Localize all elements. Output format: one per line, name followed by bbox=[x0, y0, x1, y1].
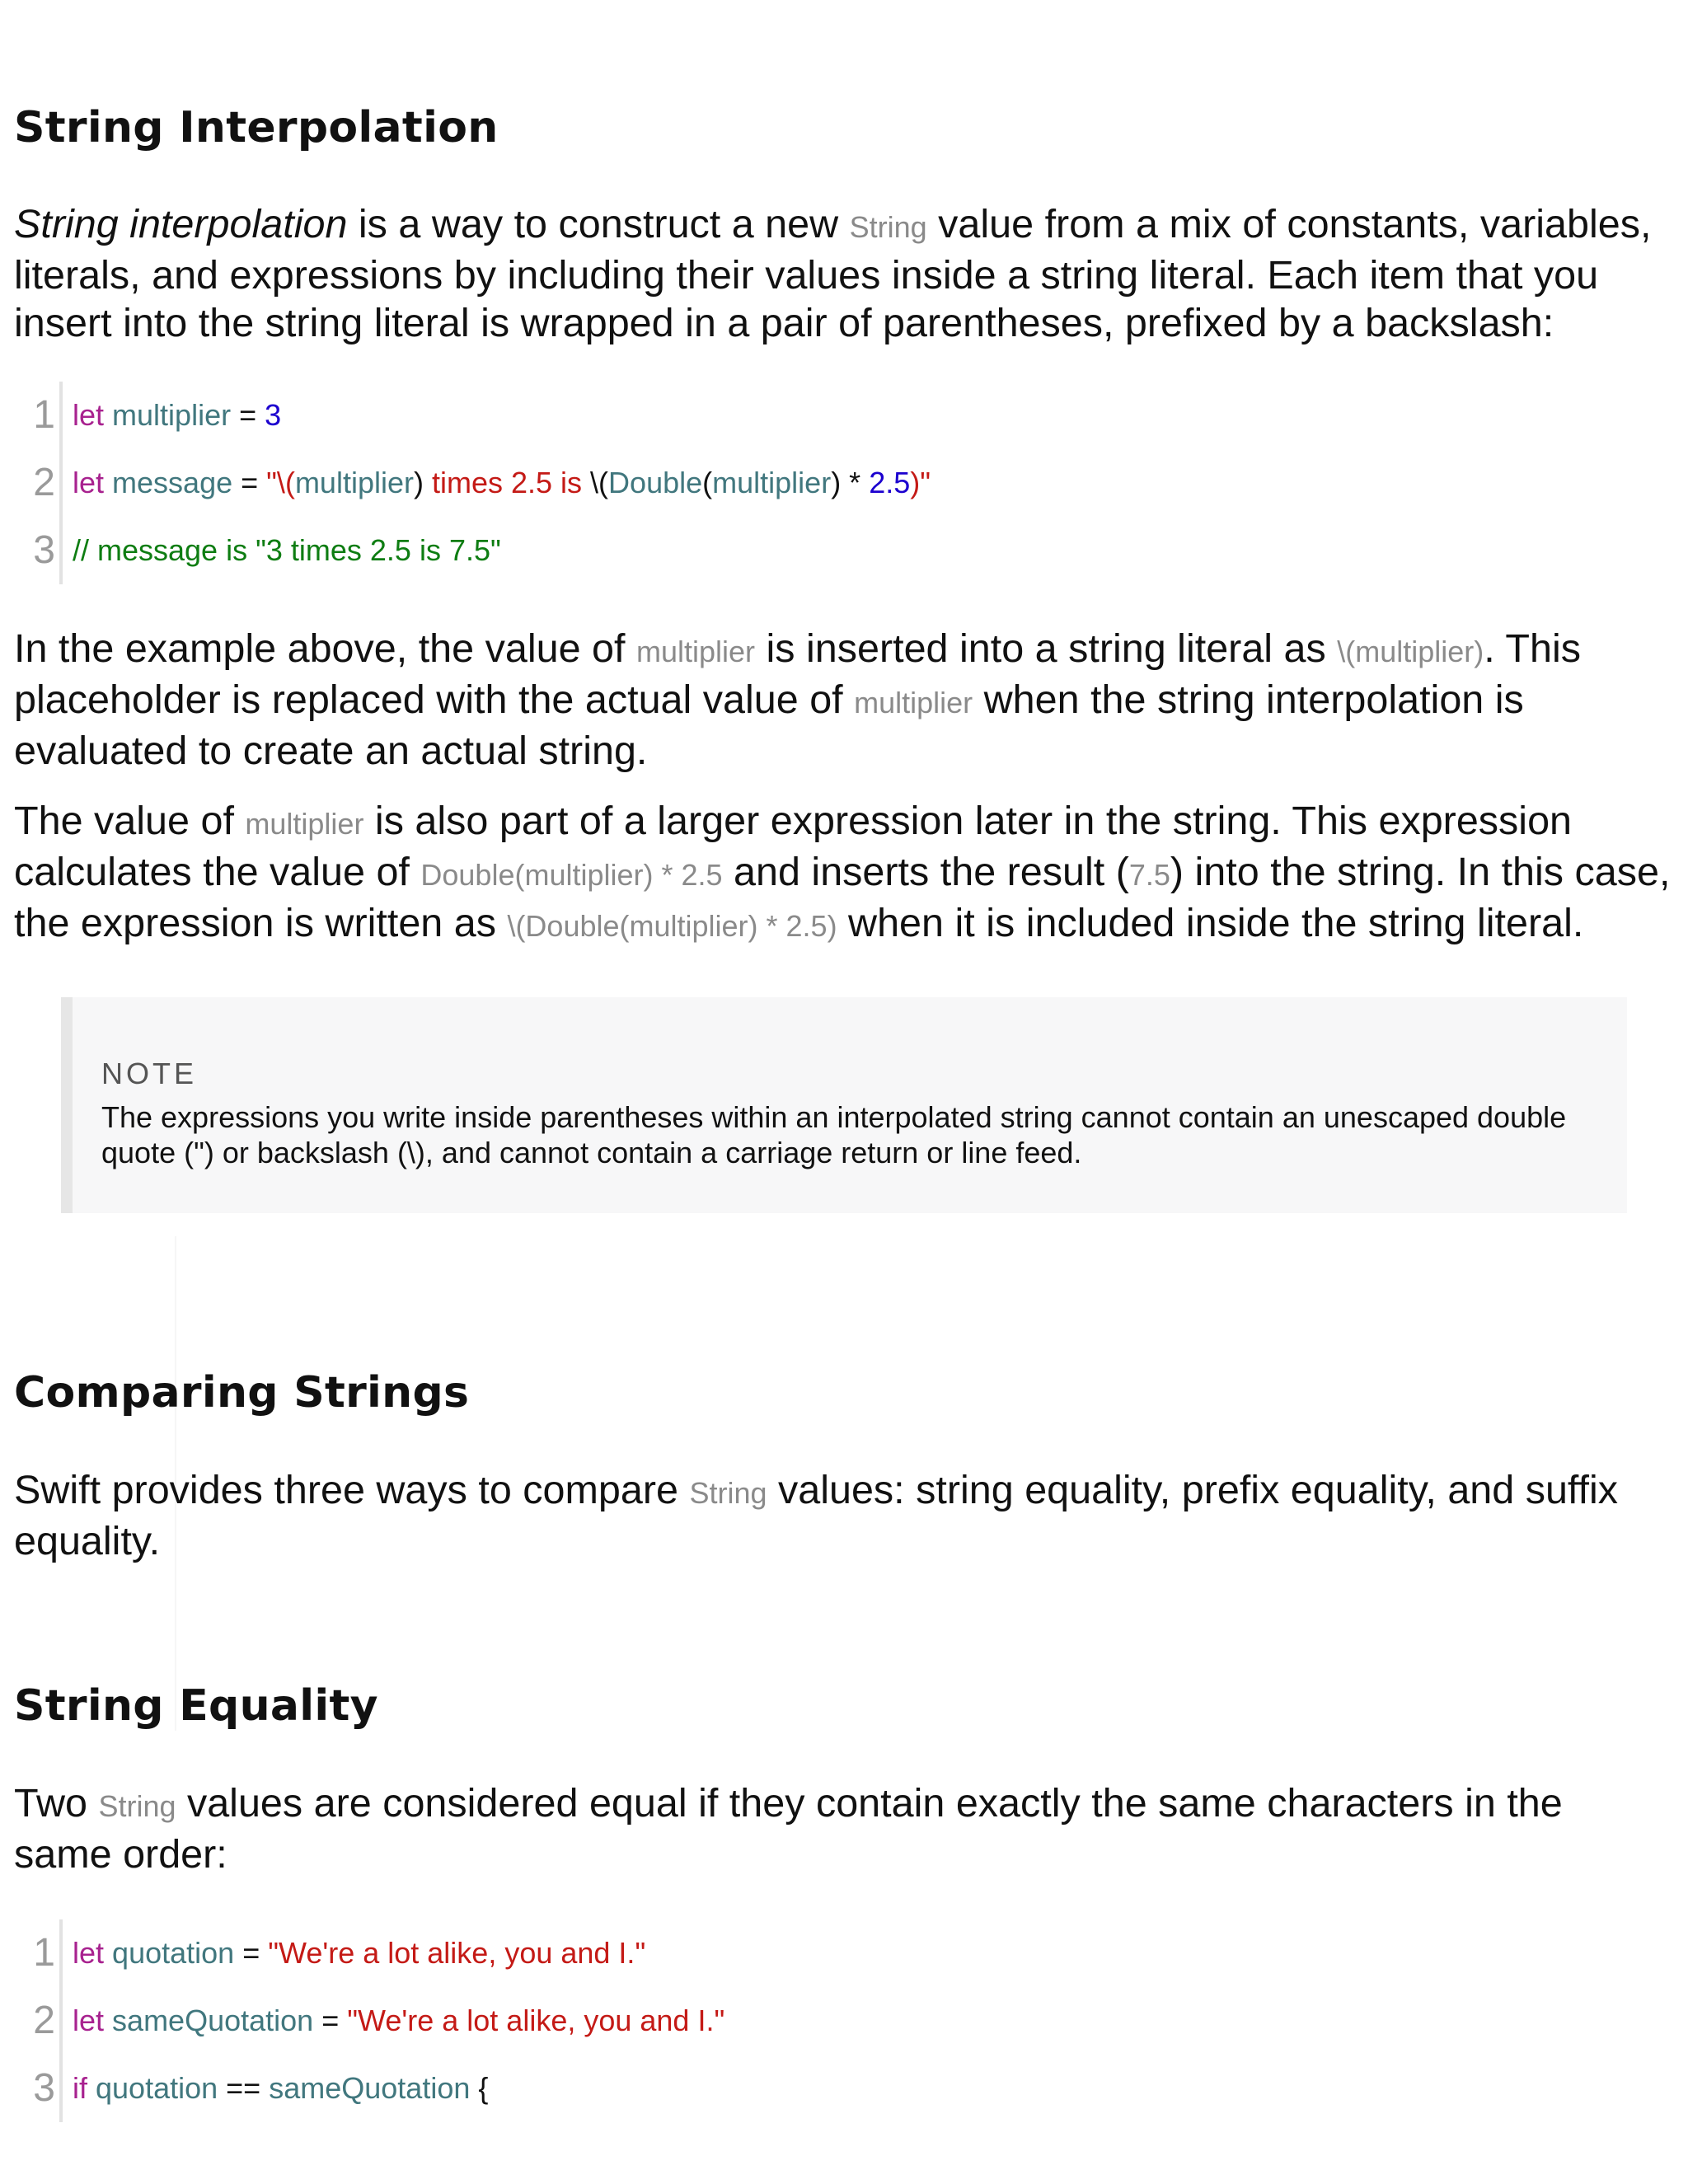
note-accent-bar bbox=[61, 997, 73, 1213]
operator: == bbox=[218, 2071, 270, 2105]
term-string-interpolation: String interpolation bbox=[14, 202, 348, 246]
code-text bbox=[73, 449, 931, 517]
identifier: multiplier bbox=[712, 466, 832, 499]
code-text bbox=[73, 2055, 488, 2122]
keyword: let bbox=[73, 398, 105, 432]
para-text: ) into the string. In this case, the expression is written as bbox=[14, 850, 1671, 945]
operator: = bbox=[231, 398, 265, 432]
keyword: let bbox=[73, 1936, 105, 1970]
line-number: 3 bbox=[33, 528, 55, 572]
equality-paragraph bbox=[14, 1779, 1671, 1878]
escape-open: \( bbox=[590, 466, 609, 499]
paren: ( bbox=[702, 466, 713, 499]
heading-comparing-strings: Comparing Strings bbox=[14, 1368, 470, 1418]
para-text: values are considered equal if they contain exactly the same characters in the same order: bbox=[14, 1781, 1563, 1877]
operator: = bbox=[313, 2004, 348, 2037]
operator: = bbox=[234, 1936, 269, 1970]
string-literal: "We're a lot alike, you and I." bbox=[268, 1936, 646, 1970]
line-number: 1 bbox=[33, 1931, 55, 1975]
code-text bbox=[73, 1987, 724, 2055]
space bbox=[104, 398, 112, 432]
keyword: if bbox=[73, 2071, 87, 2105]
space bbox=[87, 2071, 96, 2105]
inline-code-interpolated-expression: \(Double(multiplier) * 2.5) bbox=[507, 909, 837, 943]
code-text bbox=[73, 517, 501, 584]
intro-text-2: value from a mix of constants, variables, literals, and expressions by including their values inside a string literal. Each item that you insert into the string literal is wrapped in a pair of parentheses, prefixed by a backslash: bbox=[14, 202, 1652, 345]
inline-code-multiplier: multiplier bbox=[635, 635, 755, 668]
identifier: message bbox=[112, 466, 233, 499]
paren: ) bbox=[413, 466, 424, 499]
keyword: let bbox=[73, 2004, 105, 2037]
line-number: 2 bbox=[33, 461, 55, 504]
inline-code-placeholder: \(multiplier) bbox=[1337, 635, 1484, 668]
interpolation-intro-paragraph bbox=[14, 200, 1671, 347]
line-number: 2 bbox=[33, 1999, 55, 2042]
string-literal: "We're a lot alike, you and I." bbox=[347, 2004, 725, 2037]
inline-code-multiplier: multiplier bbox=[245, 807, 364, 841]
number-literal: 3 bbox=[265, 398, 282, 432]
identifier: quotation bbox=[96, 2071, 218, 2105]
line-gutter bbox=[59, 449, 63, 517]
line-gutter bbox=[59, 517, 63, 584]
string-open: "\( bbox=[266, 466, 295, 499]
para-text: and inserts the result ( bbox=[722, 850, 1129, 894]
line-number: 3 bbox=[33, 2066, 55, 2110]
number-literal: 2.5 bbox=[869, 466, 911, 499]
para-text: values: string equality, prefix equality, and suffix equality. bbox=[14, 1468, 1619, 1563]
identifier: multiplier bbox=[112, 398, 232, 432]
note-callout bbox=[61, 997, 1627, 1213]
inline-code-expression: Double(multiplier) * 2.5 bbox=[420, 858, 723, 892]
inline-code-string: String bbox=[98, 1789, 176, 1823]
inline-code-string: String bbox=[849, 210, 927, 244]
note-body: The expressions you write inside parentheses within an interpolated string cannot contain an unescaped double quote (") or backslash (\), and cannot contain a carriage return or line feed. bbox=[101, 1100, 1567, 1169]
space bbox=[104, 2004, 112, 2037]
function-name: Double bbox=[608, 466, 703, 499]
string-literal: times 2.5 is bbox=[423, 466, 591, 499]
identifier: sameQuotation bbox=[112, 2004, 314, 2037]
para-text: is also part of a larger expression later in the string. This expression calculates the value of bbox=[14, 799, 1573, 894]
string-close: )" bbox=[910, 466, 931, 499]
intro-text-1: is a way to construct a new bbox=[347, 202, 850, 246]
identifier: quotation bbox=[112, 1936, 235, 1970]
line-number: 1 bbox=[33, 393, 55, 437]
para-text: when the string interpolation is evaluated to create an actual string. bbox=[14, 677, 1524, 773]
heading-string-equality: String Equality bbox=[14, 1681, 378, 1731]
space bbox=[104, 1936, 112, 1970]
heading-string-interpolation: String Interpolation bbox=[14, 103, 499, 152]
para-text: when it is included inside the string literal. bbox=[837, 901, 1584, 945]
space bbox=[104, 466, 112, 499]
inline-code-multiplier: multiplier bbox=[854, 686, 973, 719]
para-text: . This placeholder is replaced with the actual value of bbox=[14, 626, 1581, 722]
code-text bbox=[73, 1919, 645, 1987]
inline-code-result: 7.5 bbox=[1128, 858, 1170, 892]
line-gutter bbox=[59, 1987, 63, 2055]
operator: = bbox=[232, 466, 267, 499]
code-text bbox=[73, 382, 281, 449]
para-text: The value of bbox=[14, 799, 246, 843]
para-text: is inserted into a string literal as bbox=[755, 626, 1338, 671]
keyword: let bbox=[73, 466, 105, 499]
interpolation-explanation-paragraph bbox=[14, 625, 1671, 775]
inline-code-string: String bbox=[689, 1476, 767, 1510]
comparing-paragraph bbox=[14, 1466, 1671, 1565]
para-text: Two bbox=[14, 1781, 99, 1825]
identifier: sameQuotation bbox=[269, 2071, 471, 2105]
interpolation-expression-paragraph bbox=[14, 797, 1671, 950]
line-gutter bbox=[59, 1919, 63, 1987]
para-text: Swift provides three ways to compare bbox=[14, 1468, 690, 1512]
line-gutter bbox=[59, 382, 63, 449]
operator: ) * bbox=[831, 466, 870, 499]
line-gutter bbox=[59, 2055, 63, 2122]
brace: { bbox=[470, 2071, 489, 2105]
para-text: In the example above, the value of bbox=[14, 626, 636, 671]
comment: // message is "3 times 2.5 is 7.5" bbox=[73, 533, 501, 567]
identifier: multiplier bbox=[294, 466, 414, 499]
note-title: NOTE bbox=[101, 1057, 198, 1090]
